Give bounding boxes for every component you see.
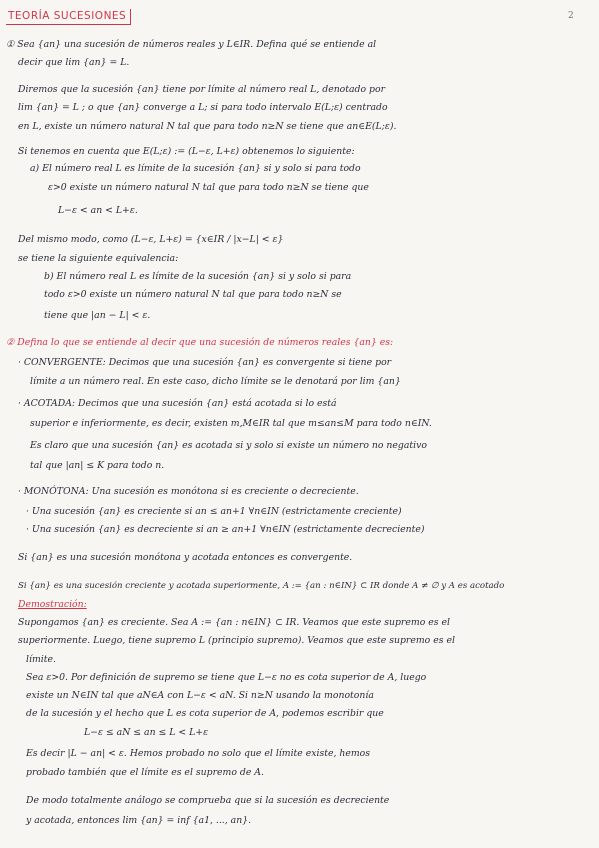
item-a-line-1: a) El número real L es límite de la sucesión {an} si y solo si para todo <box>30 163 361 174</box>
question-1-line-2: decir que lim {an} = L. <box>18 57 130 68</box>
answer-1-line-2: lim {an} = L ; o que {an} converge a L; si para todo intervalo E(L;ε) centrado <box>18 102 388 113</box>
proof-line-6: de la sucesión y el hecho que L es cota superior de A, podemos escribir que <box>26 708 384 719</box>
item-a-inequality: L−ε < an < L+ε. <box>58 205 138 216</box>
proof-line-10: y acotada, entonces lim {an} = inf {a1, ..., an}. <box>26 815 252 826</box>
demonstration-heading: Demostración: <box>18 599 87 610</box>
proof-inequality: L−ε ≤ aN ≤ an ≤ L < L+ε <box>84 727 209 738</box>
proof-line-2: superiormente. Luego, tiene supremo L (principio supremo). Veamos que este supremo es el <box>18 635 455 646</box>
proof-line-4: Sea ε>0. Por definición de supremo se tiene que L−ε no es cota superior de A, luego <box>26 672 427 683</box>
convergente-line-2: límite a un número real. En este caso, dicho límite se le denotará por lim {an} <box>30 376 401 387</box>
answer-1-line-1: Diremos que la sucesión {an} tiene por límite al número real L, denotado por <box>18 84 386 95</box>
convergente-line-1: · CONVERGENTE: Decimos que una sucesión {an} es convergente si tiene por <box>18 357 392 368</box>
answer-1-line-3: en L, existe un número natural N tal que para todo n≥N se tiene que an∈E(L;ε). <box>18 121 397 132</box>
answer-1-line-4: Si tenemos en cuenta que E(L;ε) := (L−ε, L+ε) obtenemos lo siguiente: <box>18 146 355 157</box>
acotada-line-4: tal que |an| ≤ K para todo n. <box>30 460 165 471</box>
hypothesis-line: Si {an} es una sucesión creciente y acotada superiormente, A := {an : n∈IN} ⊂ IR donde A ≠ ∅ y A es acotado <box>18 581 505 591</box>
proof-line-7: Es decir |L − an| < ε. Hemos probado no solo que el límite existe, hemos <box>26 748 371 759</box>
item-b-line-1: b) El número real L es límite de la sucesión {an} si y solo si para <box>44 271 352 282</box>
monotona-line-2: · Una sucesión {an} es creciente si an ≤ an+1 ∀n∈IN (estrictamente creciente) <box>26 506 402 517</box>
theorem-line: Si {an} es una sucesión monótona y acotada entonces es convergente. <box>18 552 353 563</box>
proof-line-9: De modo totalmente análogo se comprueba que si la sucesión es decreciente <box>26 795 390 806</box>
monotona-line-3: · Una sucesión {an} es decreciente si an ≥ an+1 ∀n∈IN (estrictamente decreciente) <box>26 524 425 535</box>
item-b-line-2: todo ε>0 existe un número natural N tal que para todo n≥N se <box>44 289 342 300</box>
proof-line-5: existe un N∈IN tal que aN∈A con L−ε < aN. Si n≥N usando la monotonía <box>26 690 374 701</box>
page-title: TEORÍA SUCESIONES <box>6 9 131 25</box>
page-number: 2 <box>568 11 574 21</box>
proof-line-3: límite. <box>26 654 56 665</box>
acotada-line-3: Es claro que una sucesión {an} es acotada si y solo si existe un número no negativo <box>30 440 427 451</box>
item-a-line-2: ε>0 existe un número natural N tal que para todo n≥N se tiene que <box>48 182 369 193</box>
proof-line-1: Supongamos {an} es creciente. Sea A := {an : n∈IN} ⊂ IR. Veamos que este supremo es el <box>18 617 450 628</box>
answer-1-line-6: se tiene la siguiente equivalencia: <box>18 253 179 264</box>
question-1-line-1: ① Sea {an} una sucesión de números reales y L∈IR. Defina qué se entiende al <box>6 39 377 50</box>
item-b-line-3: tiene que |an − L| < ε. <box>44 310 151 321</box>
question-2-line-1: ② Defina lo que se entiende al decir que una sucesión de números reales {an} es: <box>6 337 394 348</box>
proof-line-8: probado también que el límite es el supremo de A. <box>26 767 264 778</box>
acotada-line-1: · ACOTADA: Decimos que una sucesión {an} está acotada si lo está <box>18 398 337 409</box>
monotona-line-1: · MONÓTONA: Una sucesión es monótona si es creciente o decreciente. <box>18 486 359 497</box>
acotada-line-2: superior e inferiormente, es decir, existen m,M∈IR tal que m≤an≤M para todo n∈IN. <box>30 418 432 429</box>
answer-1-line-5: Del mismo modo, como (L−ε, L+ε) = {x∈IR / |x−L| < ε} <box>18 234 284 245</box>
